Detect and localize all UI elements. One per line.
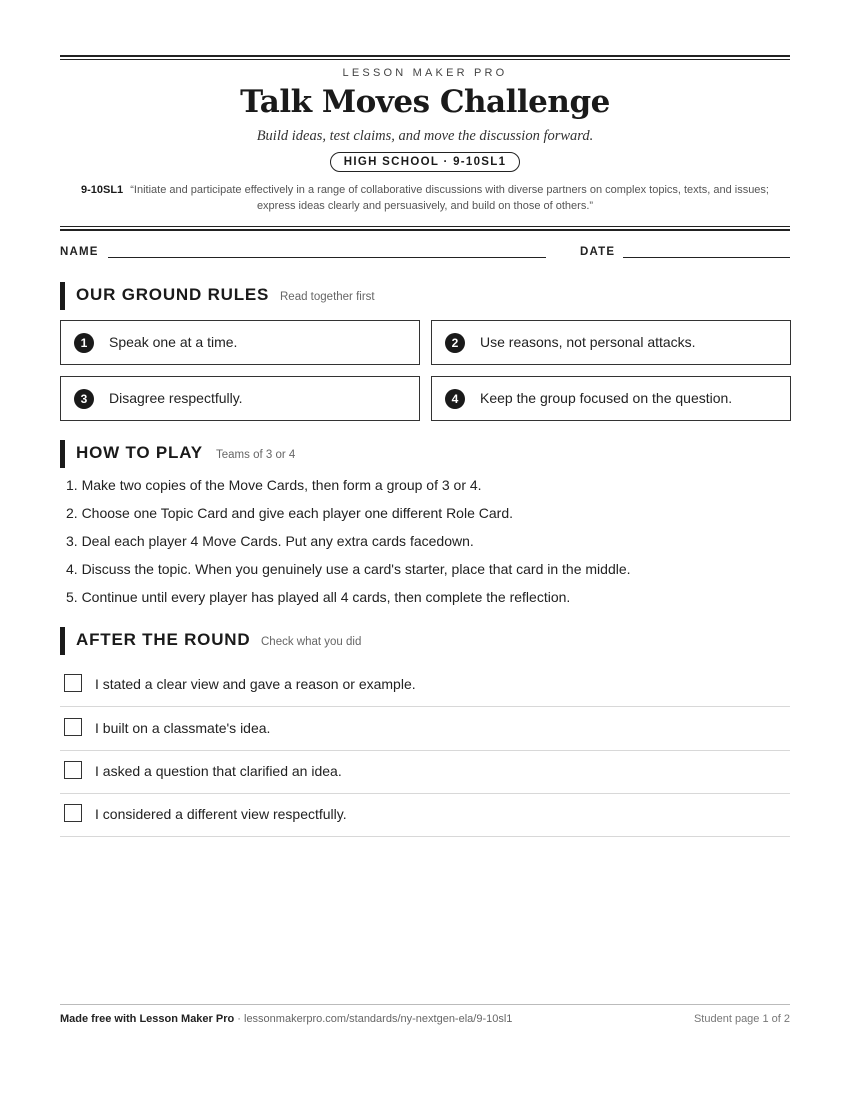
how-to-play-header <box>60 440 790 468</box>
section-heading: HOW TO PLAY <box>76 443 203 462</box>
footer-attribution <box>60 1013 512 1025</box>
reflection-text: I considered a different view respectfully. <box>95 806 347 822</box>
instruction-step: 1. Make two copies of the Move Cards, then form a group of 3 or 4. <box>66 477 482 493</box>
reflection-checkbox[interactable] <box>64 718 82 736</box>
instruction-step: 5. Continue until every player has played all 4 cards, then complete the reflection. <box>66 589 571 605</box>
section-bar <box>60 282 65 310</box>
after-round-header <box>60 627 790 655</box>
rule-number: 2 <box>445 333 465 353</box>
name-field[interactable] <box>108 257 546 258</box>
reflection-item <box>60 751 790 794</box>
reflection-text: I stated a clear view and gave a reason or example. <box>95 676 416 692</box>
ground-rule-card <box>431 320 791 365</box>
grade-standard-badge: HIGH SCHOOL · 9-10SL1 <box>330 152 521 172</box>
section-note: Teams of 3 or 4 <box>216 449 296 461</box>
rule-text: Keep the group focused on the question. <box>480 390 733 406</box>
rule-number: 4 <box>445 389 465 409</box>
reflection-item <box>60 664 790 707</box>
ground-rule-card <box>60 320 420 365</box>
ground-rules-header <box>60 282 790 310</box>
section-note: Read together first <box>280 291 375 303</box>
reflection-checkbox[interactable] <box>64 804 82 822</box>
section-note: Check what you did <box>261 636 362 648</box>
reflection-item <box>60 794 790 837</box>
reflection-item <box>60 708 790 751</box>
instruction-step: 2. Choose one Topic Card and give each player one different Role Card. <box>66 505 513 521</box>
brand-name: LESSON MAKER PRO <box>342 67 508 79</box>
date-label: DATE <box>580 246 616 258</box>
name-label: NAME <box>60 246 99 258</box>
top-divider <box>60 55 790 60</box>
rule-number: 1 <box>74 333 94 353</box>
standard-text: “Initiate and participate effectively in a range of collaborative discussions with diverse partners on complex topics, texts, and issues; express ideas clearly and persuasively, and build on those of others.” <box>130 184 769 212</box>
ground-rule-card <box>431 376 791 421</box>
standard-description <box>60 182 790 214</box>
standard-code: 9-10SL1 <box>80 184 124 196</box>
rule-text: Speak one at a time. <box>109 334 238 350</box>
footer-made-with: Made free with Lesson Maker Pro <box>60 1013 235 1025</box>
reflection-checkbox[interactable] <box>64 761 82 779</box>
name-date-row <box>60 245 790 263</box>
section-bar <box>60 627 65 655</box>
header-divider <box>60 226 790 231</box>
page-title: Talk Moves Challenge <box>240 84 610 120</box>
reflection-checkbox[interactable] <box>64 674 82 692</box>
page-footer <box>60 1004 790 1025</box>
worksheet-page <box>60 0 790 1100</box>
section-bar <box>60 440 65 468</box>
page-subtitle: Build ideas, test claims, and move the discussion forward. <box>256 128 594 144</box>
rule-text: Disagree respectfully. <box>109 390 243 406</box>
section-heading: OUR GROUND RULES <box>76 285 270 304</box>
rule-text: Use reasons, not personal attacks. <box>480 334 696 350</box>
section-heading: AFTER THE ROUND <box>76 630 251 649</box>
rule-number: 3 <box>74 389 94 409</box>
footer-url[interactable]: · lessonmakerpro.com/standards/ny-nextgen-ela/9-10sl1 <box>234 1013 513 1025</box>
date-field[interactable] <box>623 257 790 258</box>
instruction-step: 4. Discuss the topic. When you genuinely use a card's starter, place that card in the middle. <box>66 561 631 577</box>
reflection-text: I asked a question that clarified an idea. <box>95 763 342 779</box>
reflection-text: I built on a classmate's idea. <box>95 720 271 736</box>
ground-rule-card <box>60 376 420 421</box>
footer-page-number: Student page 1 of 2 <box>693 1013 790 1025</box>
instruction-step: 3. Deal each player 4 Move Cards. Put any extra cards facedown. <box>66 533 474 549</box>
